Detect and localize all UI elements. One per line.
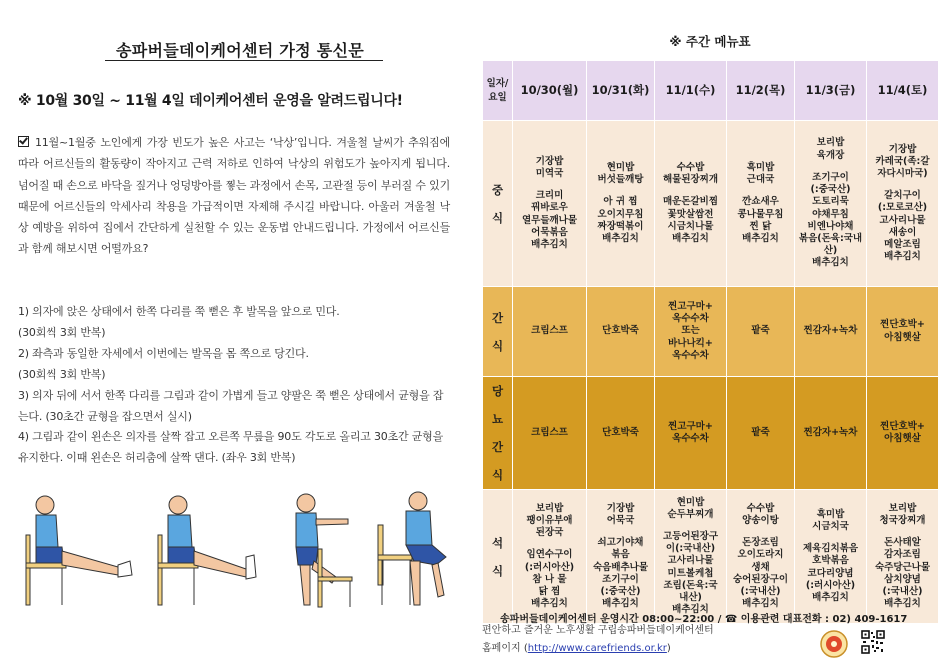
- figure-seated-ankle-push: [26, 496, 132, 605]
- exercise-steps: [18, 302, 450, 469]
- menu-item: 흑미밥: [816, 508, 845, 520]
- day-header: 11/4(토): [867, 61, 939, 121]
- menu-header-row: [483, 61, 939, 121]
- menu-item: [728, 186, 793, 196]
- menu-item: 야채무침: [812, 208, 849, 220]
- menu-item: 볶음(돈육:국내산): [798, 232, 863, 257]
- header-corner: [483, 61, 513, 121]
- menu-item: 현미밥: [676, 496, 705, 508]
- menu-item: 기장밥: [888, 143, 917, 155]
- menu-item: 단호박죽: [602, 325, 639, 337]
- figure-seated-ankle-pull: [158, 496, 256, 605]
- menu-item: 크림스프: [531, 325, 568, 337]
- menu-item: 미트볼케첩: [667, 567, 714, 579]
- menu-title: ※ 주간 메뉴표: [669, 34, 751, 49]
- menu-item: 배추김치: [672, 604, 709, 616]
- menu-item: 배추김치: [742, 598, 779, 610]
- menu-item: 시금치나물: [667, 220, 714, 232]
- menu-item: 삼치양념: [884, 573, 921, 585]
- menu-item: 크리미: [535, 190, 564, 202]
- menu-item: 배추김치: [812, 592, 849, 603]
- menu-cell: [655, 287, 727, 377]
- menu-item: 어묵볶음: [531, 226, 568, 238]
- menu-item: 배추김치: [672, 232, 709, 244]
- menu-item: 찐 닭: [749, 220, 772, 232]
- menu-item: 팥죽: [751, 426, 770, 438]
- menu-item: 배추김치: [884, 251, 921, 263]
- menu-cell: [513, 287, 587, 377]
- meal-label-char: 간: [491, 310, 504, 325]
- meal-label-char: 식: [491, 468, 504, 482]
- menu-item: 콩나물무침: [737, 208, 784, 220]
- menu-item: 이(:국내산): [665, 543, 716, 555]
- menu-item: 찐감자+녹차: [803, 325, 858, 337]
- menu-item: 배추김치: [812, 257, 849, 269]
- step-line: 1) 의자에 앉은 상태에서 한쪽 다리를 쭉 뻗은 후 발목을 앞으로 민다.: [18, 305, 340, 318]
- menu-item: 육개장: [816, 149, 845, 161]
- menu-item: 순두부찌개: [667, 508, 714, 520]
- center-logo-icon: [819, 629, 849, 659]
- homepage-link[interactable]: http://www.carefriends.or.kr: [527, 643, 667, 654]
- menu-item: 옥수수차: [672, 433, 709, 444]
- menu-item: 아침햇살: [884, 433, 921, 444]
- menu-item: 닭 찜: [538, 585, 561, 597]
- operating-hours: 송파버들데이케어센터 운영시간 08:00~22:00 / ☎ 이용관련 대표전화 : 02) 409-1617: [500, 614, 908, 625]
- corner-weekday: 요일: [488, 91, 507, 103]
- menu-item: 수수밥: [746, 502, 775, 514]
- menu-item: 도토리묵: [812, 196, 849, 208]
- menu-item: 보리밥: [535, 502, 564, 514]
- exercise-illustration: [18, 485, 468, 620]
- menu-item: 볶음: [611, 549, 630, 561]
- lunch-row: [483, 121, 939, 287]
- menu-item: 보리밥: [888, 502, 917, 514]
- menu-item: 현미밥: [606, 161, 635, 173]
- menu-item: [588, 527, 653, 537]
- check-box-icon: [18, 136, 29, 147]
- menu-item: 갈치구이: [884, 190, 921, 202]
- menu-item: 바나나킥+: [668, 337, 713, 349]
- step-line: (30회씩 3회 반복): [18, 325, 106, 339]
- menu-cell: [867, 490, 939, 624]
- menu-item: 배추김치: [602, 598, 639, 610]
- menu-item: [728, 527, 793, 537]
- menu-item: 메알조림: [884, 239, 921, 250]
- intro-text: 11월~1월중 노인에게 가장 빈도가 높은 사고는 ‘낙상’입니다. 겨울철 날씨가 추워짐에 따라 어르신들의 활동량이 작아지고 근력 저하로 인하여 낙상의 위험도가 높아지게 됩니다. 넘어질 때 손으로 바닥을 짚거나 엉덩방아를 찧는 과정에서 손목, 고관절 등이 부러질 수 있기 때문에 어르신들의 악세사리 착용을 가급적이면 자제해 주시길 바랍니다. 아울러 겨울철 낙상 예방을 위하여 집에서 간단하게 실천할 수 있는 운동법 안내드립니다. 가정에서 어르신들과 함께 해보시면 어떨까요?: [18, 136, 450, 256]
- menu-item: 찐감자+녹차: [803, 426, 858, 438]
- menu-item: 임연수구이: [526, 549, 573, 561]
- menu-item: 찐고구마+: [668, 420, 713, 432]
- meal-label-char: 뇨: [491, 412, 504, 426]
- menu-cell: [795, 287, 867, 377]
- menu-item: 배추김치: [602, 232, 639, 244]
- operation-notice: ※ 10월 30일 ~ 11월 4일 데이케어센터 운영을 알려드립니다!: [18, 93, 403, 109]
- menu-item: 제육김치볶음: [802, 543, 859, 555]
- menu-item: 숭어된장구이: [732, 573, 789, 585]
- menu-cell: [867, 377, 939, 490]
- meal-label-char: 식: [491, 563, 504, 578]
- meal-label-char: 식: [491, 210, 504, 225]
- menu-item: 또는: [681, 325, 700, 337]
- menu-item: 감자조림: [884, 549, 921, 561]
- menu-item: 찐고구마+: [668, 300, 713, 312]
- menu-item: 쇠고기야채: [597, 537, 644, 549]
- menu-item: 열무들깨나물: [521, 214, 578, 226]
- snack-row: [483, 287, 939, 377]
- menu-item: (:중국산): [810, 184, 851, 196]
- menu-item: 고사리나물: [879, 214, 926, 226]
- day-header: 10/31(화): [587, 61, 655, 121]
- menu-item: (:러시아산): [805, 579, 856, 591]
- menu-item: 해물된장찌개: [662, 174, 719, 186]
- menu-item: 자다시마국): [877, 167, 928, 179]
- menu-item: 배추김치: [884, 598, 921, 610]
- menu-item: 조기구이: [602, 573, 639, 585]
- menu-item: 버섯들깨탕: [597, 174, 644, 186]
- menu-cell: [727, 287, 795, 377]
- menu-item: 새송이: [888, 226, 917, 238]
- menu-item: 비엔나야채: [807, 220, 854, 232]
- menu-item: 어묵국: [606, 514, 635, 526]
- newsletter-title: 송파버들데이케어센터 가정 통신문: [115, 41, 365, 60]
- menu-item: 팥죽: [751, 325, 770, 337]
- menu-item: (:국내산): [882, 585, 923, 597]
- menu-item: 조림(돈육:국: [663, 579, 718, 591]
- corner-date: 일자/: [486, 77, 509, 89]
- homepage-label: 홈페이지 (: [482, 643, 528, 654]
- weekly-menu-table: [482, 60, 939, 624]
- menu-item: 보리밥: [816, 137, 845, 149]
- menu-item: 조기구이: [812, 171, 849, 183]
- homepage-close: ): [666, 643, 671, 654]
- menu-item: 흑미밥: [746, 161, 775, 173]
- menu-item: [514, 180, 585, 190]
- meal-label-char: 식: [491, 338, 504, 353]
- day-header: 11/2(목): [727, 61, 795, 121]
- menu-item: 코다리양념: [807, 567, 854, 579]
- step-line: 4) 그림과 같이 왼손은 의자를 살짝 잡고 오른쪽 무릎을 90도 각도로 올리고 30초간 균형을 유지한다. 이때 왼손은 허리춤에 살짝 댄다. (좌우 3회 반복): [18, 430, 443, 465]
- menu-item: 고사리나물: [667, 555, 714, 567]
- menu-item: 옥수수차: [672, 313, 709, 325]
- menu-cell: [655, 490, 727, 624]
- meal-label: [483, 490, 513, 624]
- menu-item: 꽃맛살쌈전: [667, 208, 714, 220]
- meal-label: [483, 377, 513, 490]
- menu-item: 양송이탕: [742, 514, 779, 526]
- dinner-row: [483, 490, 939, 624]
- menu-item: 오이도라지: [737, 549, 784, 561]
- day-header: 11/1(수): [655, 61, 727, 121]
- menu-item: 근대국: [746, 174, 775, 186]
- menu-item: 기장밥: [606, 502, 635, 514]
- menu-item: 된장국: [535, 527, 564, 539]
- menu-cell: [513, 490, 587, 624]
- menu-item: 배추김치: [742, 232, 779, 244]
- meal-label-char: 중: [491, 182, 504, 197]
- meal-label: [483, 287, 513, 377]
- menu-item: 배추김치: [531, 239, 568, 250]
- menu-item: 기장밥: [535, 155, 564, 167]
- qr-code-icon[interactable]: [861, 630, 885, 654]
- menu-item: 숙음배추나물: [592, 561, 649, 573]
- menu-item: 카레국(족:갈: [875, 155, 930, 167]
- menu-item: 찐단호박+: [880, 319, 925, 331]
- menu-item: 크림스프: [531, 426, 568, 438]
- menu-item: (:모로코산): [877, 202, 928, 214]
- menu-cell: [795, 377, 867, 490]
- menu-cell: [795, 490, 867, 624]
- menu-item: [514, 539, 585, 549]
- menu-item: [656, 521, 725, 531]
- figure-knee-raise: [378, 492, 446, 605]
- menu-item: 짜장떡볶이: [597, 220, 644, 232]
- menu-item: 깐쇼새우: [742, 196, 779, 208]
- menu-cell: [513, 121, 587, 287]
- meal-label-char: 간: [491, 440, 504, 454]
- menu-item: 매운돈갈비찜: [662, 196, 719, 208]
- title-underline: [105, 60, 383, 61]
- menu-item: (:국내산): [740, 585, 781, 597]
- menu-item: [868, 180, 937, 190]
- menu-item: 아침햇살: [884, 331, 921, 343]
- menu-item: 참 나 물: [532, 573, 567, 585]
- menu-item: 호박볶음: [812, 555, 849, 567]
- menu-cell: [513, 377, 587, 490]
- meal-label: [483, 121, 513, 287]
- menu-cell: [587, 287, 655, 377]
- menu-item: [796, 533, 865, 543]
- menu-cell: [587, 377, 655, 490]
- menu-item: 단호박죽: [602, 426, 639, 438]
- menu-item: (:중국산): [600, 585, 641, 597]
- menu-item: 옥수수차: [672, 349, 709, 361]
- menu-cell: [727, 490, 795, 624]
- menu-cell: [867, 121, 939, 287]
- menu-item: [588, 186, 653, 196]
- intro-paragraph: [18, 132, 450, 260]
- menu-item: 숙주당근나물: [874, 561, 931, 573]
- day-header: 10/30(월): [513, 61, 587, 121]
- menu-cell: [587, 121, 655, 287]
- meal-label-char: 당: [491, 384, 504, 398]
- menu-item: 수수밥: [676, 161, 705, 173]
- menu-item: 팽이유부애: [526, 514, 573, 526]
- menu-cell: [655, 377, 727, 490]
- step-line: (30회씩 3회 반복): [18, 367, 106, 381]
- menu-item: 배추김치: [531, 598, 568, 610]
- step-line: 3) 의자 뒤에 서서 한쪽 다리를 그림과 같이 가볍게 들고 양팔은 쭉 뻗은 상태에서 균형을 잡는다. (30초간 균형을 잡으면서 실시): [18, 388, 444, 423]
- menu-cell: [655, 121, 727, 287]
- day-header: 11/3(금): [795, 61, 867, 121]
- step-line: 2) 좌측과 동일한 자세에서 이번에는 발목을 몸 쪽으로 당긴다.: [18, 346, 309, 360]
- menu-item: 돈사태알: [884, 537, 921, 549]
- menu-item: [868, 527, 937, 537]
- menu-item: [796, 162, 865, 172]
- diabetic-snack-row: [483, 377, 939, 490]
- menu-item: 찐단호박+: [880, 420, 925, 432]
- menu-item: 청국장찌개: [879, 514, 926, 526]
- center-slogan: 편안하고 즐거운 노후생활 구립송파버들데이케어센터: [482, 625, 714, 636]
- menu-item: 돈장조림: [742, 537, 779, 549]
- meal-label-char: 석: [491, 535, 504, 550]
- menu-item: [656, 186, 725, 196]
- menu-item: 미역국: [535, 167, 564, 179]
- menu-cell: [587, 490, 655, 624]
- menu-item: (:러시아산): [524, 561, 575, 573]
- menu-item: 아 귀 찜: [603, 196, 638, 208]
- homepage-line: [482, 639, 671, 654]
- menu-cell: [867, 287, 939, 377]
- menu-item: 고등어된장구: [662, 530, 719, 542]
- menu-item: 시금치국: [812, 520, 849, 532]
- menu-cell: [727, 121, 795, 287]
- menu-item: 꿔바로우: [531, 202, 568, 214]
- menu-item: 내산): [679, 592, 702, 603]
- menu-cell: [795, 121, 867, 287]
- menu-item: 오이지무침: [597, 208, 644, 220]
- menu-item: 생채: [751, 561, 770, 573]
- figure-standing-balance: [296, 494, 352, 607]
- menu-cell: [727, 377, 795, 490]
